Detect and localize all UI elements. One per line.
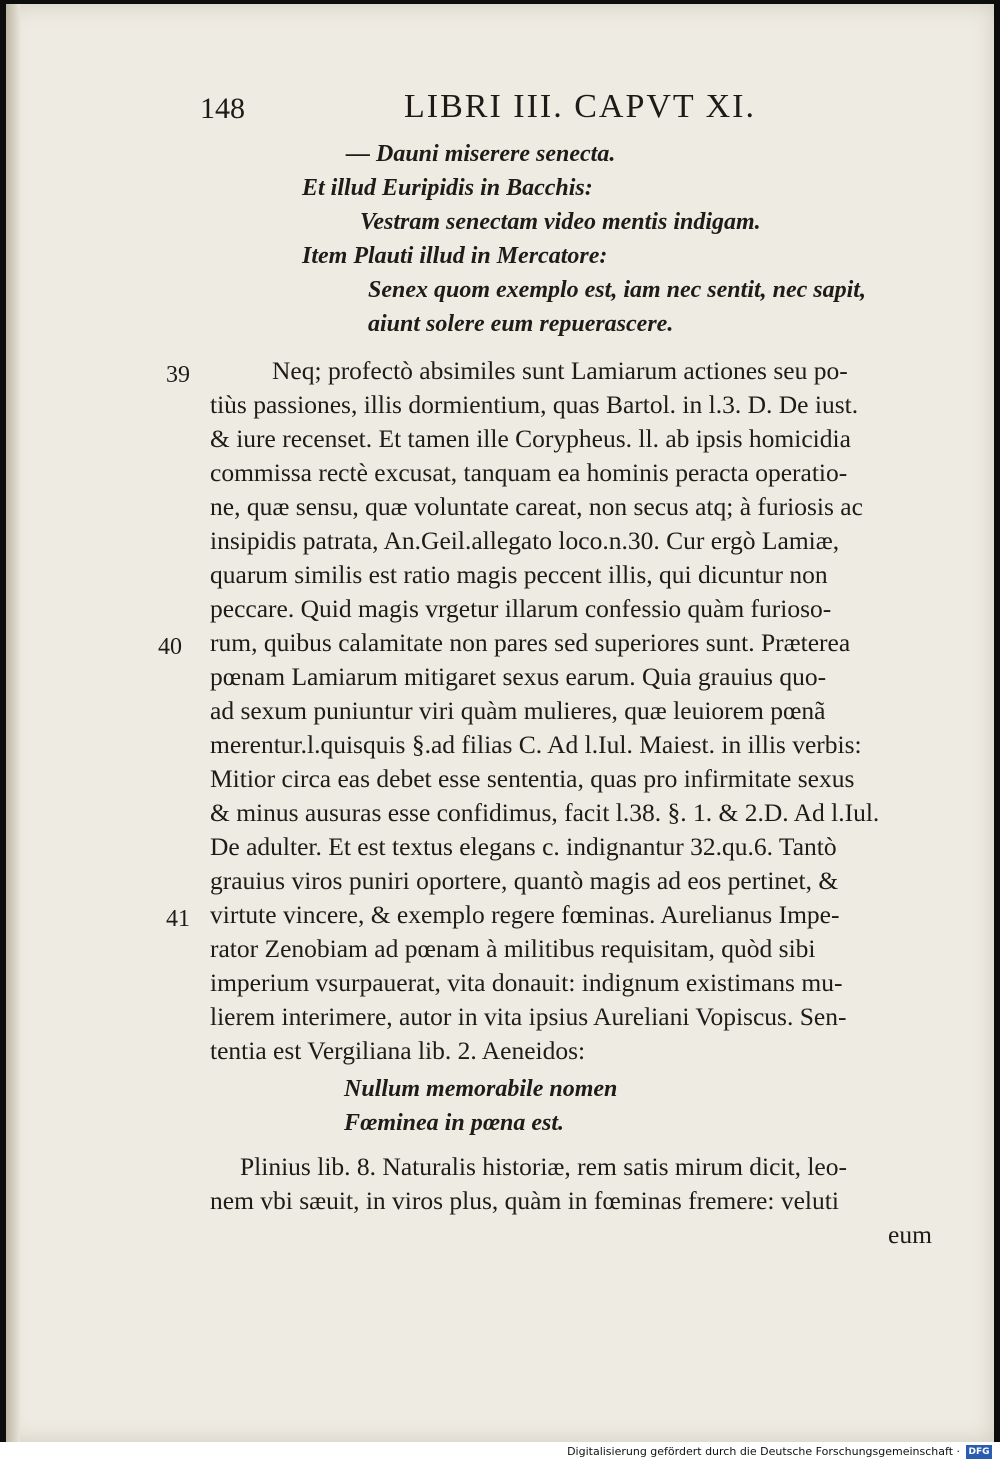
verse-line: Fœminea in pœna est. [344,1110,565,1136]
page-gutter [6,4,20,1442]
text-line: tiùs passiones, illis dormientium, quas Bartol. in l.3. D. De iust. [210,390,859,419]
catchword: eum [888,1220,932,1249]
text-line: Plinius lib. 8. Naturalis historiæ, rem satis mirum dicit, leo- [240,1152,847,1181]
text-line: ne, quæ sensu, quæ voluntate careat, non secus atq; à furiosis ac [210,492,863,521]
verse-line: aiunt solere eum repuerascere. [368,311,674,337]
text-line: ad sexum puniuntur viri quàm mulieres, quæ leuiorem pœnã [210,696,826,725]
margin-number: 39 [166,362,190,388]
margin-number: 41 [166,906,190,932]
text-line: virtute vincere, & exemplo regere fœminas. Aurelianus Impe- [210,900,840,929]
text-line: Neq; profectò absimiles sunt Lamiarum actiones seu po- [272,356,848,385]
digitization-footer [0,1442,1000,1463]
text-line: imperium vsurpauerat, vita donauit: indignum existimans mu- [210,968,843,997]
verse-line: Nullum memorabile nomen [344,1076,618,1102]
folio-number: 148 [200,92,245,125]
text-line: commissa rectè excusat, tanquam ea hominis peracta operatio- [210,458,848,487]
footer-credit: Digitalisierung gefördert durch die Deutsche Forschungsgemeinschaft · [567,1445,960,1458]
text-line: nem vbi sæuit, in viros plus, quàm in fœminas fremere: veluti [210,1186,839,1215]
verse-line: Et illud Euripidis in Bacchis: [302,175,593,201]
text-line: pœnam Lamiarum mitigaret sexus earum. Quia grauius quo- [210,662,827,691]
verse-line: Vestram senectam video mentis indigam. [360,209,761,235]
text-line: Mitior circa eas debet esse sententia, quas pro infirmitate sexus [210,764,855,793]
text-line: & iure recenset. Et tamen ille Corypheus. ll. ab ipsis homicidia [210,424,851,453]
dfg-logo-icon: DFG [966,1445,992,1459]
text-line: insipidis patrata, An.Geil.allegato loco.n.30. Cur ergò Lamiæ, [210,526,840,555]
text-line: quarum similis est ratio magis peccent illis, qui dicuntur non [210,560,828,589]
verse-line: Item Plauti illud in Mercatore: [302,243,608,269]
text-line: rator Zenobiam ad pœnam à militibus requisitam, quòd sibi [210,934,816,963]
text-line: & minus ausuras esse confidimus, facit l.38. §. 1. & 2.D. Ad l.Iul. [210,798,880,827]
text-line: merentur.l.quisquis §.ad filias C. Ad l.Iul. Maiest. in illis verbis: [210,730,862,759]
margin-number: 40 [158,634,182,660]
running-title: LIBRI III. CAPVT XI. [404,88,756,125]
text-line: grauius viros puniri oportere, quantò magis ad eos pertinet, & [210,866,839,895]
text-line: lierem interimere, autor in vita ipsius Aureliani Vopiscus. Sen- [210,1002,847,1031]
page-header [6,88,994,128]
text-line: De adulter. Et est textus elegans c. indignantur 32.qu.6. Tantò [210,832,837,861]
book-page [6,4,994,1442]
text-line: peccare. Quid magis vrgetur illarum confessio quàm furioso- [210,594,832,623]
text-line: tentia est Vergiliana lib. 2. Aeneidos: [210,1036,586,1065]
verse-line: Senex quom exemplo est, iam nec sentit, nec sapit, [368,277,866,303]
verse-line: — Dauni miserere senecta. [346,141,616,167]
text-line: rum, quibus calamitate non pares sed superiores sunt. Præterea [210,628,851,657]
